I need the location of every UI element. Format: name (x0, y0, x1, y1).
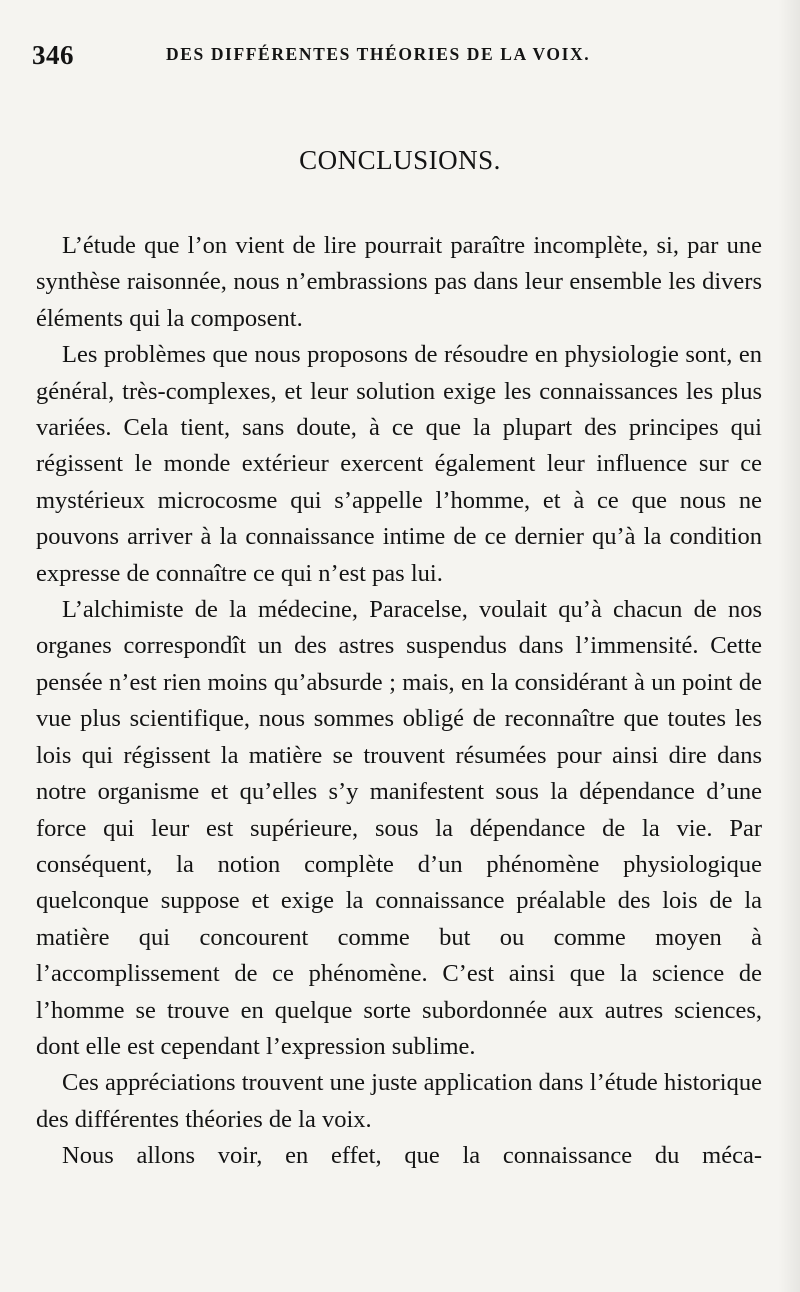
paragraph: Nous allons voir, en effet, que la connaissance du méca- (62, 1142, 762, 1170)
running-head (32, 34, 770, 74)
page-number: 346 (32, 40, 74, 70)
paragraph: Ces appréciations trouvent une juste application dans l’étude historique des différentes théories de la voix. (36, 1069, 762, 1133)
paragraph: L’alchimiste de la médecine, Paracelse, voulait qu’à chacun de nos organes correspondît un des astres suspendus dans l’immensité. Cette pensée n’est rien moins qu’absurde ; mais, en la considérant à un point de vue plus scientifique, nous sommes obligé de reconnaître que toutes les lois qui régissent la matière se trouvent résumées pour ainsi dire dans notre organisme et qu’elles s’y manifestent sous la dépendance d’une force qui leur est supérieure, sous la dépendance de la vie. Par conséquent, la notion complète d’un phénomène physiologique quelconque suppose et exige la connaissance préalable des lois de la matière qui concourent comme but ou comme moyen à l’accomplissement de ce phénomène. C’est ainsi que la science de l’homme se trouve en quelque sorte subordonnée aux autres sciences, dont elle est cependant l’expression sublime. (36, 596, 762, 1060)
section-title: CONCLUSIONS. (299, 145, 501, 175)
paragraph: L’étude que l’on vient de lire pourrait paraître incomplète, si, par une synthèse raisonnée, nous n’embrassions pas dans leur ensemble les divers éléments qui la composent. (36, 232, 762, 332)
paragraph: Les problèmes que nous proposons de résoudre en physiologie sont, en général, très-complexes, et leur solution exige les connaissances les plus variées. Cela tient, sans doute, à ce que la plupart des principes qui régissent le monde extérieur exercent également leur influence sur ce mystérieux microcosme qui s’appelle l’homme, et à ce que nous ne pouvons arriver à la connaissance intime de ce dernier qu’à la condition expresse de connaître ce qui n’est pas lui. (36, 341, 762, 587)
running-title: DES DIFFÉRENTES THÉORIES DE LA VOIX. (166, 44, 591, 64)
body-text (36, 228, 762, 1175)
